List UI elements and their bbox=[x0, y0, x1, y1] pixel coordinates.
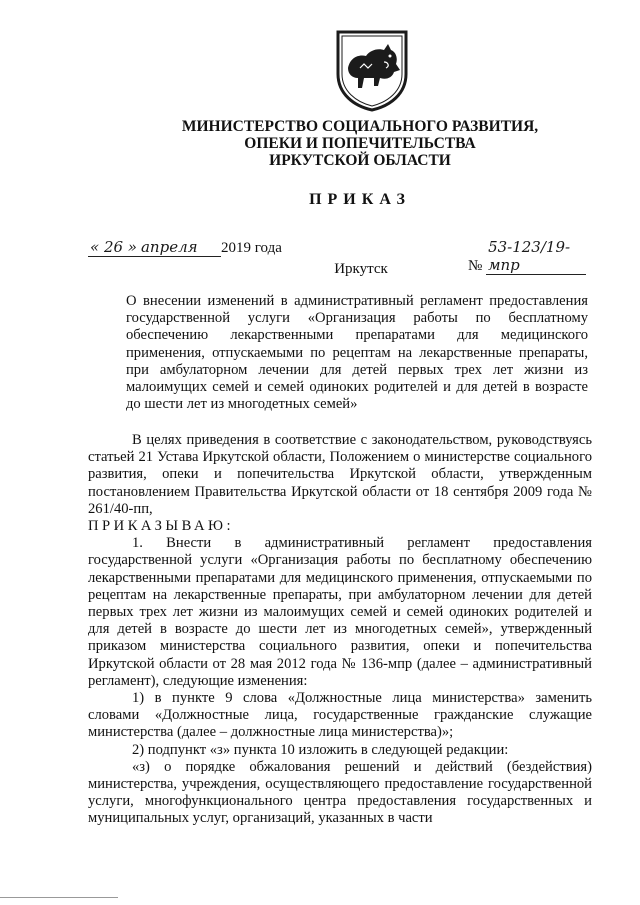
item-1-paragraph: 1. Внести в административный регламент предоставления государственной услуги «Организация работы по бесплатному обеспечению лекарственными препаратами для медицинского применения, отпускаемыми по рецептам на лекарственные препараты, при амбулаторном лечении для детей первых трех лет жизни из малоимущих семей и семей одиноких родителей и для детей в возрасте до шести лет из многодетных семей», утвержденный приказом министерства социального развития, опеки и попечительства Иркутской области от 28 мая 2012 года № 136-мпр (далее – административный регламент), следующие изменения: bbox=[88, 535, 592, 689]
order-word: ПРИКАЗЫВАЮ: bbox=[88, 518, 235, 535]
footnote-divider bbox=[0, 897, 118, 898]
number-value: 53-123/19-мпр bbox=[486, 238, 586, 275]
subitem-2-paragraph: 2) подпункт «з» пункта 10 изложить в следующей редакции: bbox=[132, 741, 509, 758]
preamble-paragraph: В целях приведения в соответствие с законодательством, руководствуясь статьей 21 Устава Иркутской области, Положением о министерстве социального развития, опеки и попечительства Иркутской области, утвержденным постановлением Правительства Иркутской области от 18 сентября 2009 года № 261/40-пп, bbox=[88, 432, 592, 517]
number-prefix: № bbox=[468, 258, 483, 274]
order-date bbox=[88, 238, 282, 257]
city: Иркутск bbox=[334, 261, 388, 277]
date-month: апреля bbox=[139, 238, 221, 257]
ministry-name bbox=[130, 118, 590, 169]
coat-of-arms-emblem bbox=[334, 28, 410, 112]
ministry-line-2: ОПЕКИ И ПОПЕЧИТЕЛЬСТВА bbox=[244, 135, 476, 152]
subitem-2-text: «з) о порядке обжалования решений и действий (бездействия) министерства, учреждения, осуществляющего предоставление государственной услуги, многофункционального центра предоставления государственных и муниципальных услуг, организаций, указанных в части bbox=[88, 758, 592, 827]
date-year: 2019 года bbox=[220, 240, 282, 256]
document-type: ПРИКАЗ bbox=[309, 191, 411, 208]
order-subject: О внесении изменений в административный регламент предоставления государственной услуги «Организация работы по бесплатному обеспечению лекарственными препаратами для медицинского применения, отпускаемыми по рецептам на лекарственные препараты, при амбулаторном лечении для детей первых трех лет жизни из малоимущих семей и семей одиноких родителей и для детей в возрасте до шести лет из многодетных семей» bbox=[126, 293, 588, 413]
ministry-line-1: МИНИСТЕРСТВО СОЦИАЛЬНОГО РАЗВИТИЯ, bbox=[181, 118, 539, 135]
subitem-1-paragraph: 1) в пункте 9 слова «Должностные лица министерства» заменить словами «Должностные лица, государственные гражданские служащие министерства (далее – должностные лица министерства)»; bbox=[88, 690, 592, 741]
order-body bbox=[88, 432, 592, 828]
ministry-line-3: ИРКУТСКОЙ ОБЛАСТИ bbox=[269, 152, 451, 169]
date-day: « 26 » bbox=[90, 238, 137, 256]
